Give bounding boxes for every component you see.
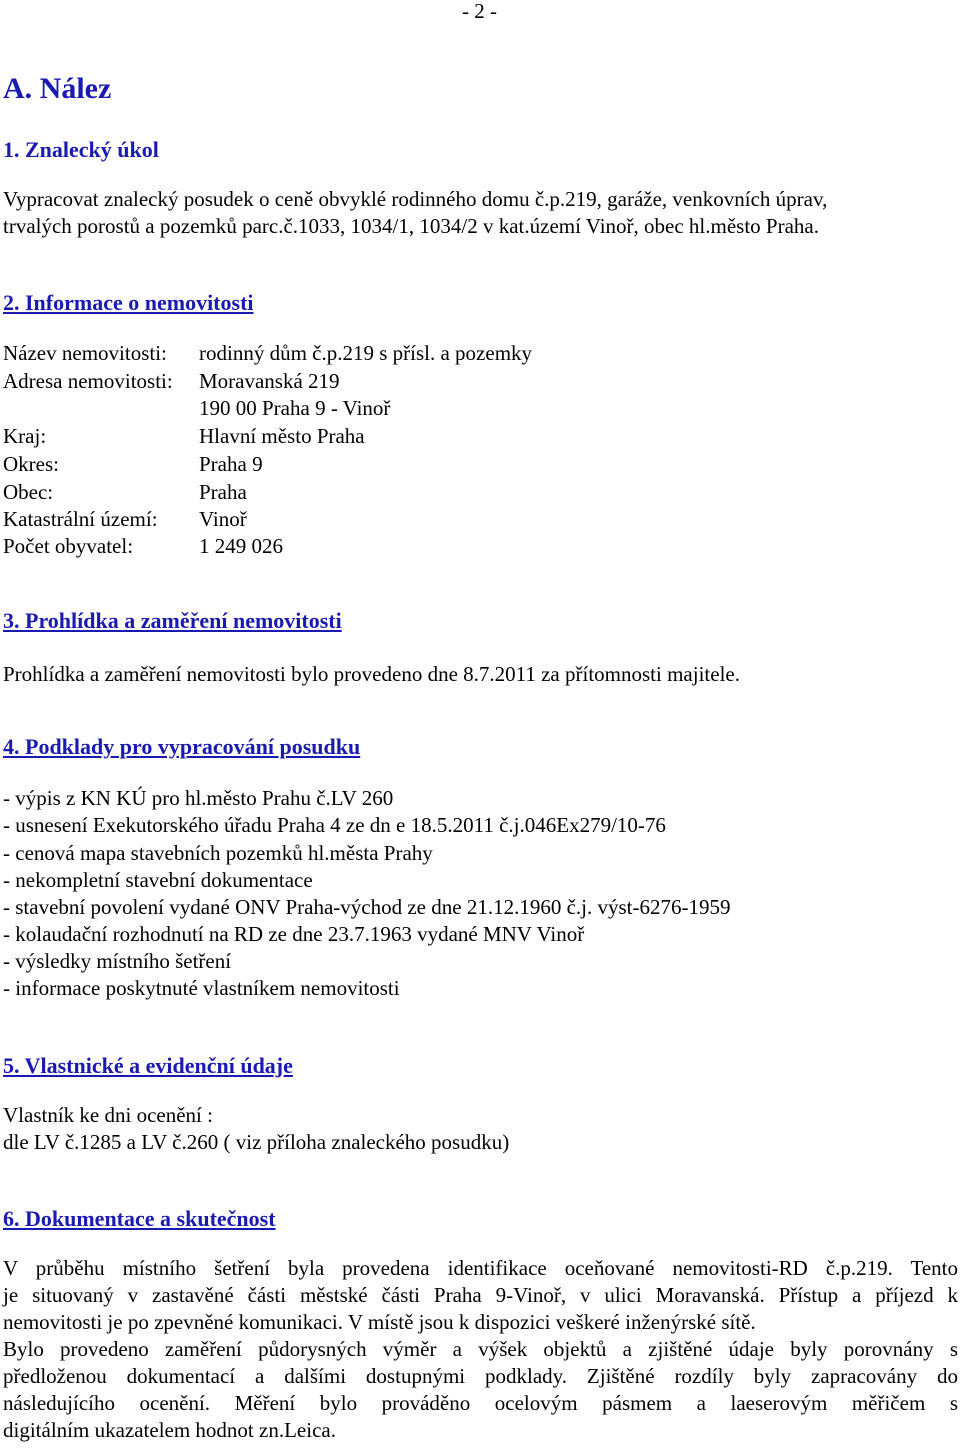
info-label: Katastrální území: bbox=[3, 507, 158, 531]
info-value: Praha 9 bbox=[199, 452, 263, 476]
paragraph-line: nemovitosti je po zpevněné komunikaci. V místě jsou k dispozici veškeré inženýrské sítě. bbox=[3, 1310, 756, 1334]
list-item: - výpis z KN KÚ pro hl.město Prahu č.LV 260 bbox=[3, 786, 394, 810]
page-number: - 2 - bbox=[462, 0, 497, 23]
section-4-title: 4. Podklady pro vypracování posudku bbox=[3, 734, 361, 759]
info-label: Obec: bbox=[3, 480, 54, 504]
list-item: - usnesení Exekutorského úřadu Praha 4 ze dn e 18.5.2011 č.j.046Ex279/10-76 bbox=[3, 813, 666, 837]
list-item: - stavební povolení vydané ONV Praha-východ ze dne 21.12.1960 č.j. výst-6276-1959 bbox=[3, 895, 731, 919]
section-6-title: 6. Dokumentace a skutečnost bbox=[3, 1206, 276, 1231]
section-1-text bbox=[3, 186, 958, 240]
info-label: Okres: bbox=[3, 452, 59, 476]
section-3-text: Prohlídka a zaměření nemovitosti bylo provedeno dne 8.7.2011 za přítomnosti majitele. bbox=[3, 662, 740, 686]
list-item: - cenová mapa stavebních pozemků hl.města Prahy bbox=[3, 841, 433, 865]
paragraph-line: následujícího ocenění. Měření bylo prováděno ocelovým pásmem a laeserovým měřičem s bbox=[3, 1391, 958, 1415]
owner-label: Vlastník ke dni ocenění : bbox=[3, 1103, 213, 1127]
info-value: Vinoř bbox=[199, 507, 247, 531]
paragraph-line: je situovaný v zastavěné části městské části Praha 9-Vinoř, v ulici Moravanská. Přístup a příjezd k bbox=[3, 1283, 958, 1307]
info-value: rodinný dům č.p.219 s přísl. a pozemky bbox=[199, 341, 533, 365]
section-1-line: Vypracovat znalecký posudek o ceně obvyklé rodinného domu č.p.219, garáže, venkovních úprav, bbox=[3, 187, 828, 211]
paragraph-line: V průběhu místního šetření byla provedena identifikace oceňované nemovitosti-RD č.p.219. Tento bbox=[3, 1256, 958, 1280]
owner-value: dle LV č.1285 a LV č.260 ( viz příloha znaleckého posudku) bbox=[3, 1130, 510, 1154]
section-6-text bbox=[3, 1255, 958, 1444]
section-1-title: 1. Znalecký úkol bbox=[3, 137, 159, 162]
list-item: - kolaudační rozhodnutí na RD ze dne 23.7.1963 vydané MNV Vinoř bbox=[3, 922, 585, 946]
info-value: Moravanská 219 bbox=[199, 369, 340, 393]
info-value: 190 00 Praha 9 - Vinoř bbox=[199, 396, 391, 420]
paragraph-line: Bylo provedeno zaměření půdorysných výměr a výšek objektů a zjištěné údaje byly porovnány s bbox=[3, 1337, 958, 1361]
info-value: Praha bbox=[199, 480, 247, 504]
info-label: Počet obyvatel: bbox=[3, 534, 134, 558]
info-label: Adresa nemovitosti: bbox=[3, 369, 173, 393]
paragraph-line: digitálním ukazatelem hodnot zn.Leica. bbox=[3, 1418, 336, 1442]
info-label: Název nemovitosti: bbox=[3, 341, 167, 365]
section-5-title: 5. Vlastnické a evidenční údaje bbox=[3, 1053, 293, 1078]
section-3-title: 3. Prohlídka a zaměření nemovitosti bbox=[3, 608, 342, 633]
list-item: - výsledky místního šetření bbox=[3, 949, 232, 973]
paragraph-line: předloženou dokumentací a dalšími dostupnými podklady. Zjištěné rozdíly byly zapracovány do bbox=[3, 1364, 958, 1388]
list-item: - informace poskytnuté vlastníkem nemovitosti bbox=[3, 976, 400, 1000]
info-value: Hlavní město Praha bbox=[199, 424, 365, 448]
chapter-title: A. Nález bbox=[3, 72, 112, 105]
section-1-line: trvalých porostů a pozemků parc.č.1033, 1034/1, 1034/2 v kat.území Vinoř, obec hl.město Praha. bbox=[3, 214, 819, 238]
info-label: Kraj: bbox=[3, 424, 47, 448]
section-2-title: 2. Informace o nemovitosti bbox=[3, 290, 254, 315]
list-item: - nekompletní stavební dokumentace bbox=[3, 868, 313, 892]
info-value: 1 249 026 bbox=[199, 534, 283, 558]
